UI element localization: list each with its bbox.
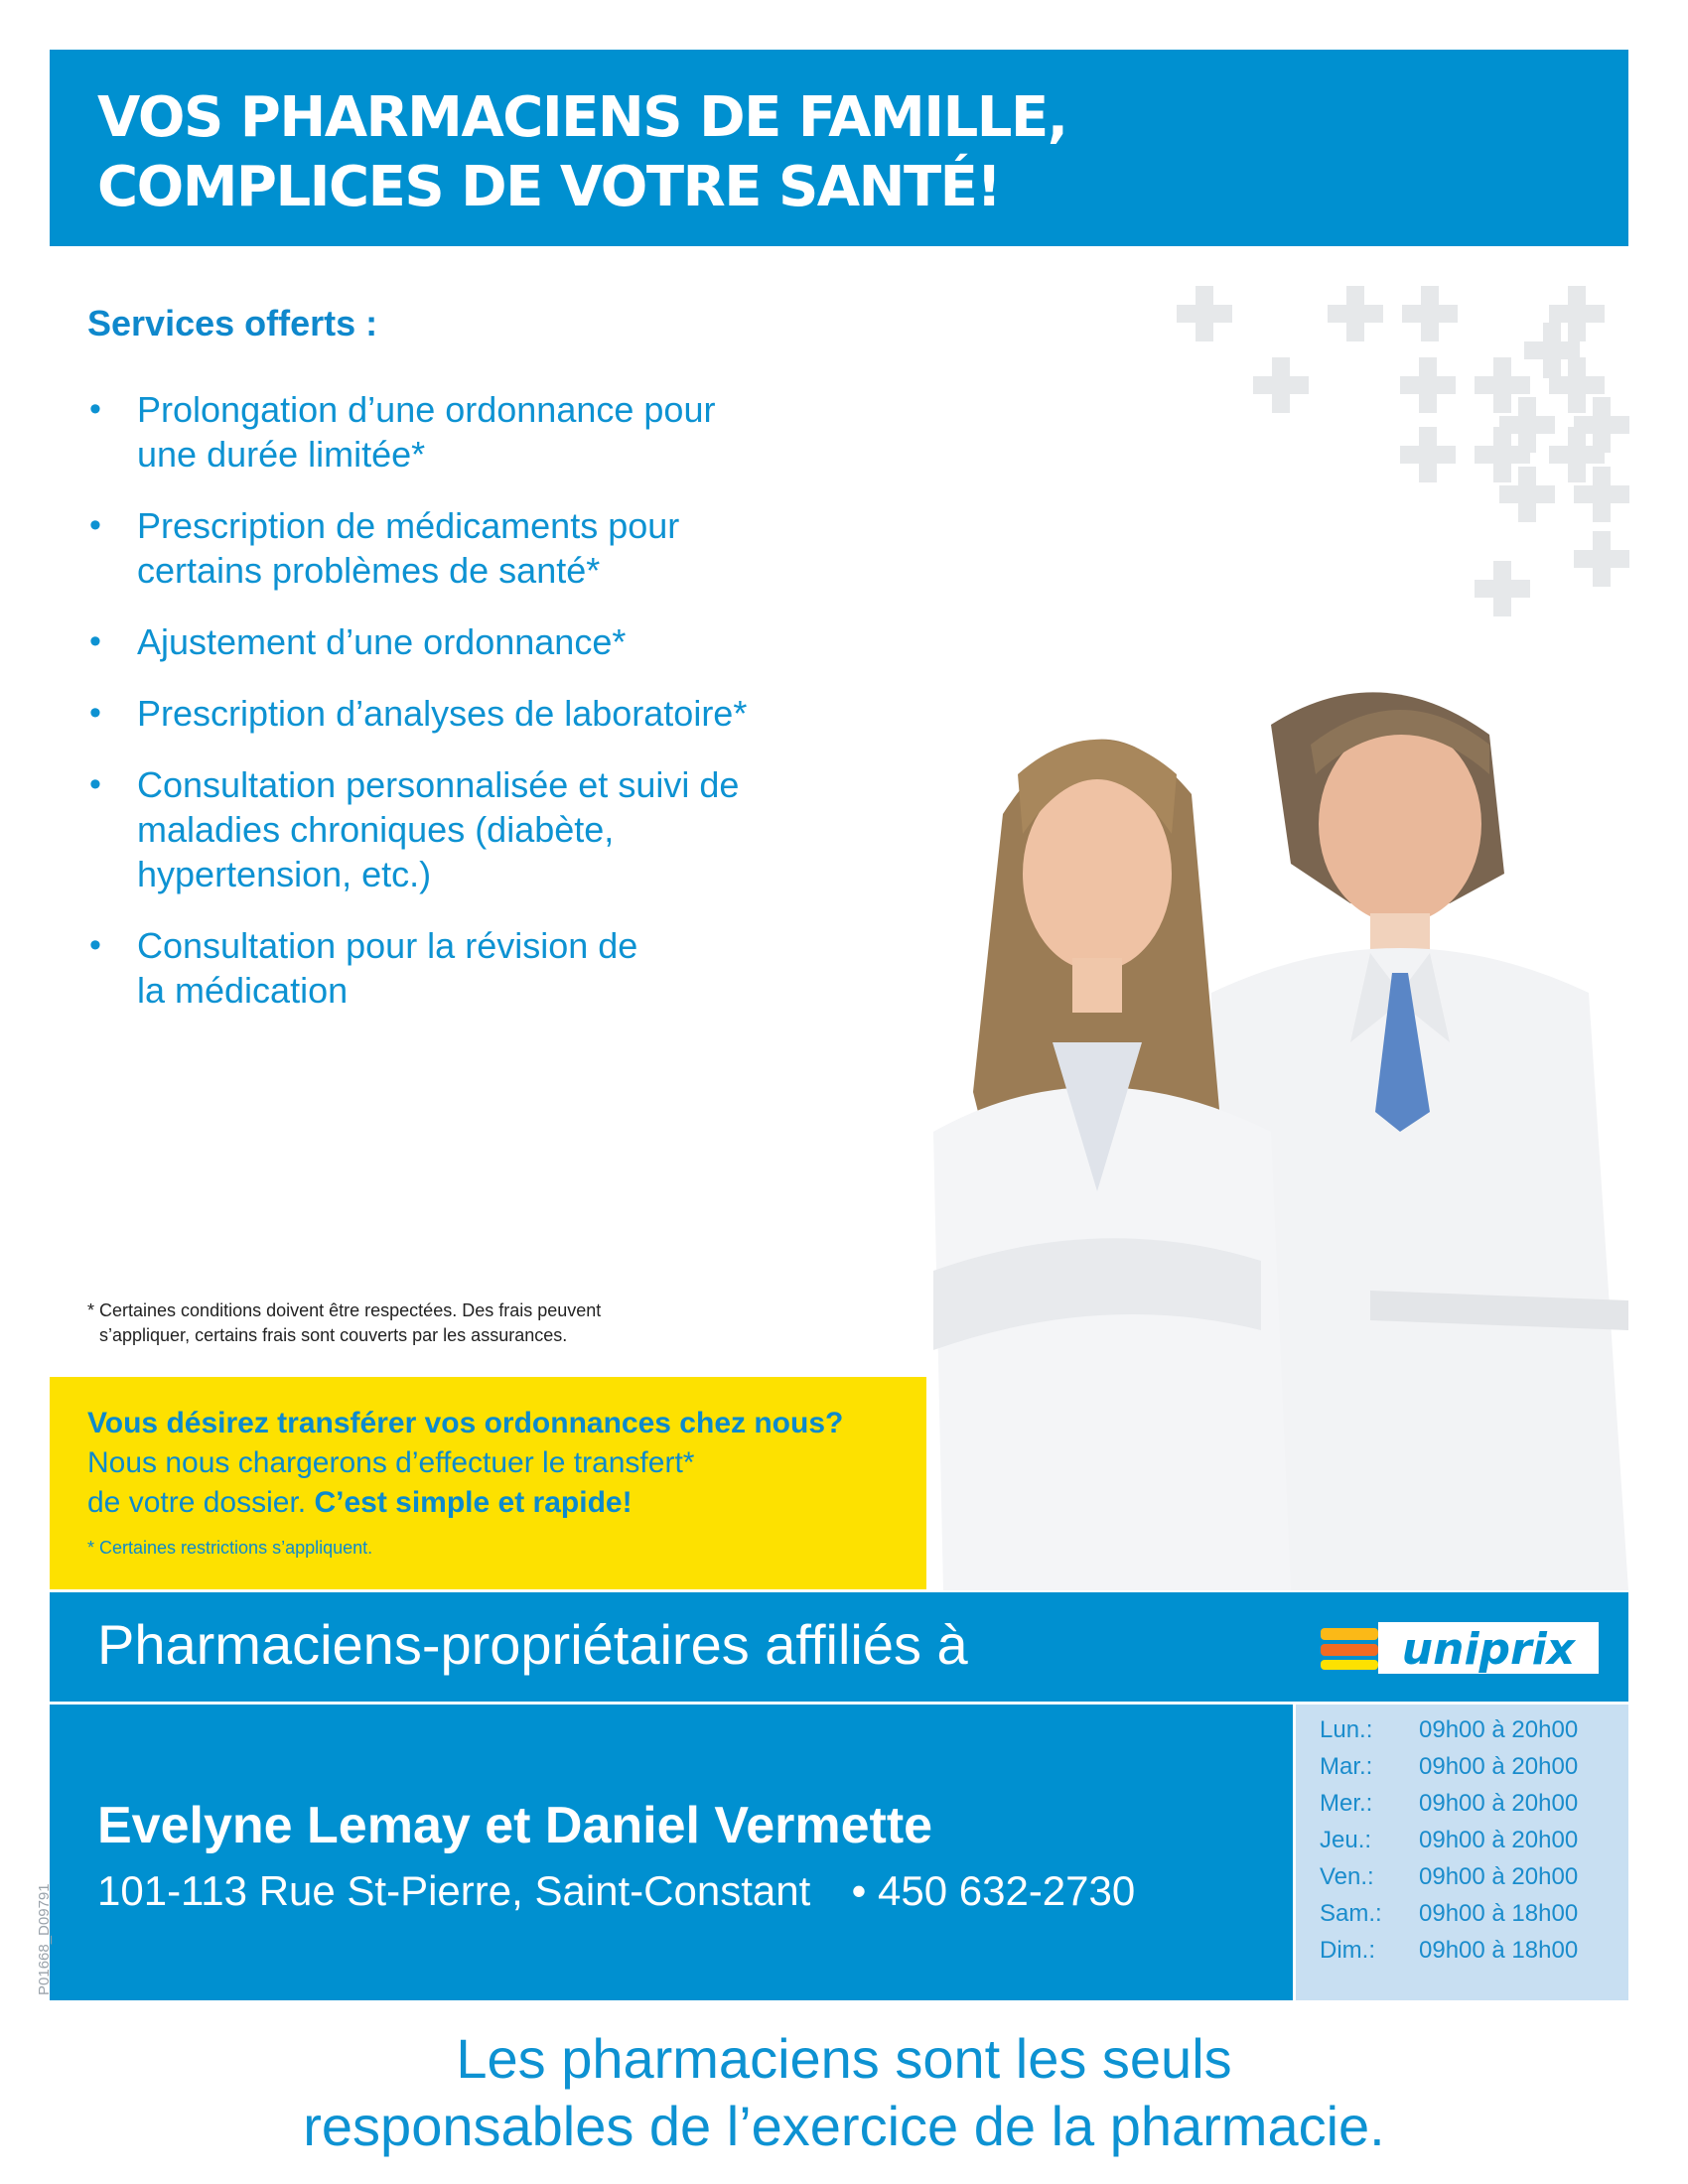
female-pharmacist [933, 740, 1291, 1590]
page-title [97, 83, 1066, 222]
tagline: Les pharmaciens sont les seuls responsables de l’exercice de la pharmacie. [303, 2027, 1385, 2157]
pharmacists-photo [933, 576, 1628, 1590]
transfer-callout [50, 1377, 926, 1589]
owner-names: Evelyne Lemay et Daniel Vermette [97, 1797, 933, 1854]
list-item: • Prescription de médicaments pour certains problèmes de santé* [89, 505, 680, 591]
uniprix-logo [1321, 1620, 1599, 1676]
hours-row: Jeu.: 09h00 à 20h00 [1320, 1827, 1579, 1853]
cross-icon [1402, 286, 1458, 341]
cross-icon [1400, 357, 1456, 413]
separator: • [851, 1867, 867, 1914]
phone-number: 450 632-2730 [878, 1867, 1136, 1914]
list-item: • Consultation pour la révision de la médication [89, 925, 638, 1011]
affiliation-band [50, 1592, 1628, 1702]
transfer-note: * Certaines restrictions s’appliquent. [87, 1538, 373, 1558]
services-footnote: * Certaines conditions doivent être respectées. Des frais peuvent s’appliquer, certains frais sont couverts par les assurances. [87, 1300, 602, 1345]
document-code: P01668_D09791 [36, 1883, 53, 1995]
hours-row: Dim.: 09h00 à 18h00 [1320, 1937, 1579, 1964]
hours-row: Mer.: 09h00 à 20h00 [1320, 1790, 1579, 1817]
services-heading: Services offerts : [87, 303, 378, 343]
transfer-question: Vous désirez transférer vos ordonnances chez nous? [87, 1407, 844, 1439]
list-item: • Ajustement d’une ordonnance* [89, 621, 627, 662]
svg-text:uniprix: uniprix [1401, 1624, 1576, 1675]
cross-icon [1177, 286, 1232, 341]
affiliation-text: Pharmaciens-propriétaires affiliés à [97, 1613, 968, 1676]
cross-icon [1253, 357, 1309, 413]
transfer-line-2: Nous nous chargerons d’effectuer le transfert* [87, 1446, 695, 1479]
list-item: • Prolongation d’une ordonnance pour une durée limitée* [89, 389, 716, 475]
title-line-1: VOS PHARMACIENS DE FAMILLE, [97, 85, 1067, 150]
cross-icon [1574, 467, 1629, 522]
opening-hours [1296, 1705, 1628, 2000]
title-line-2: COMPLICES DE VOTRE SANTÉ! [97, 155, 1001, 219]
list-item: • Prescription d’analyses de laboratoire* [89, 693, 748, 734]
hours-row: Mar.: 09h00 à 20h00 [1320, 1753, 1579, 1780]
address-line [97, 1867, 1135, 1915]
list-item: • Consultation personnalisée et suivi de maladies chroniques (diabète, hypertension, etc.) [89, 764, 740, 894]
header-banner [50, 50, 1628, 246]
address: 101-113 Rue St-Pierre, Saint-Constant [97, 1867, 811, 1914]
cross-icon [1400, 427, 1456, 482]
cross-icon [1499, 467, 1555, 522]
hours-row: Lun.: 09h00 à 20h00 [1320, 1716, 1579, 1743]
services-list [89, 387, 864, 1039]
transfer-line-3: de votre dossier. C’est simple et rapide! [87, 1486, 633, 1519]
contact-block [50, 1705, 1293, 2000]
hours-row: Ven.: 09h00 à 20h00 [1320, 1863, 1579, 1890]
cross-icon [1328, 286, 1383, 341]
hours-row: Sam.: 09h00 à 18h00 [1320, 1900, 1579, 1927]
